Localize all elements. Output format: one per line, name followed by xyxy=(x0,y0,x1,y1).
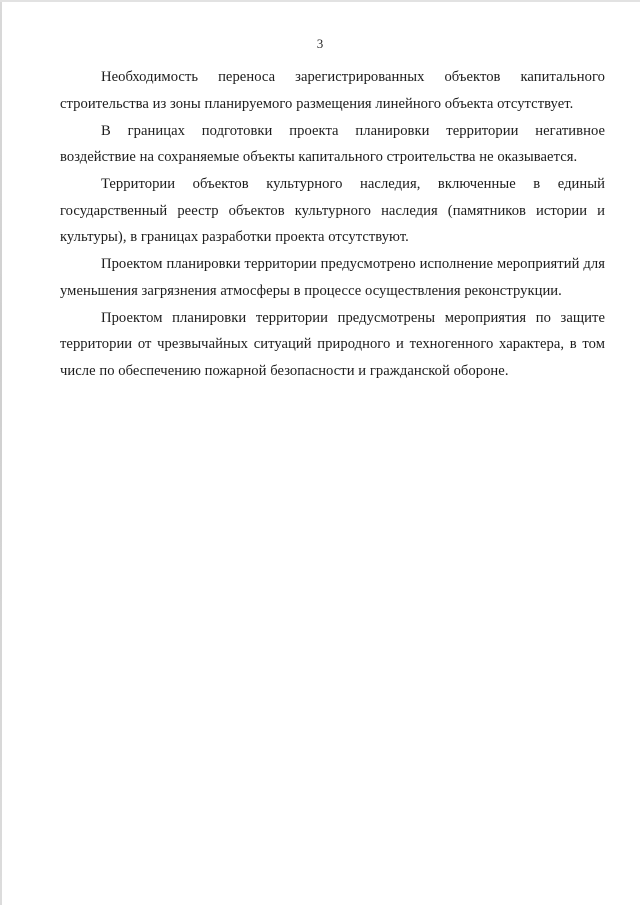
paragraph-emergency-protection: Проектом планировки территории предусмотрены мероприятия по защите территории от чрезвычайных ситуаций природного и техногенного характера, в том числе по обеспечению пожарной безопасности и гражданской обороне. xyxy=(60,309,605,379)
scan-edge xyxy=(0,0,2,905)
paragraph-relocation: Необходимость переноса зарегистрированных объектов капитального строительства из зоны планируемого размещения линейного объекта отсутствует. xyxy=(60,69,605,112)
page-number: 3 xyxy=(316,36,324,51)
document-body xyxy=(60,64,605,385)
paragraph-negative-impact: В границах подготовки проекта планировки территории негативное воздействие на сохраняемые объекты капитального строительства не оказывается. xyxy=(60,122,605,165)
scan-top-edge xyxy=(0,0,640,2)
paragraph-air-pollution: Проектом планировки территории предусмотрено исполнение мероприятий для уменьшения загрязнения атмосферы в процессе осуществления реконструкции. xyxy=(60,256,605,299)
paragraph-cultural-heritage: Территории объектов культурного наследия, включенные в единый государственный реестр объектов культурного наследия (памятников истории и культуры), в границах разработки проекта отсутствуют. xyxy=(60,176,605,245)
